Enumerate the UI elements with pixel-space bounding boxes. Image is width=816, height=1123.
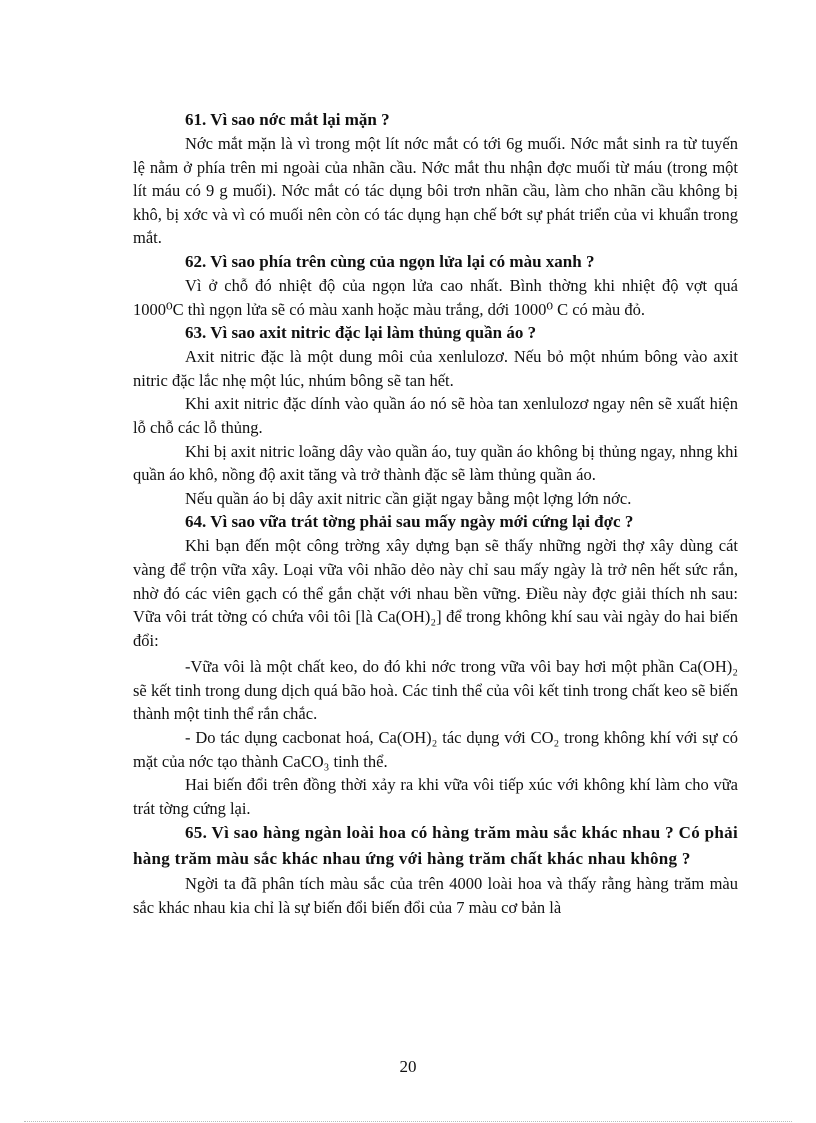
paragraph: - Do tác dụng cacbonat hoá, Ca(OH)₂ tác dụng với CO₂ trong không khí với sự có mặt của nớc tạo thành CaCO₃ tinh thể. xyxy=(133,728,738,771)
paragraph: Khi bị axit nitric loãng dây vào quần áo, tuy quần áo không bị thủng ngay, nhng khi quần áo khô, nồng độ axit tăng và trở thành đặc sẽ làm thủng quần áo. xyxy=(133,441,738,485)
paragraph: Hai biến đổi trên đồng thời xảy ra khi vữa vôi tiếp xúc với không khí làm cho vữa trát tờng cứng lại. xyxy=(133,775,738,818)
section-heading-65: 65. Vì sao hàng ngàn loài hoa có hàng trăm màu sắc khác nhau ? Có phải hàng trăm màu sắc khác nhau ứng với hàng trăm chất khác nhau không ? xyxy=(133,823,738,869)
paragraph: -Vữa vôi là một chất keo, do đó khi nớc trong vữa vôi bay hơi một phần Ca(OH)₂ sẽ kết tinh trong dung dịch quá bão hoà. Các tinh thể của vôi kết tinh trong chất keo sẽ biến thành một tinh thể rắn chắc. xyxy=(133,657,738,724)
page-divider xyxy=(24,1121,792,1122)
section-heading-64: 64. Vì sao vữa trát tờng phải sau mấy ngày mới cứng lại đợc ? xyxy=(185,512,634,532)
paragraph: Khi bạn đến một công trờng xây dựng bạn sẽ thấy những ngời thợ xây dùng cát vàng để trộn vữa xây. Loại vữa vôi nhão dẻo này chỉ sau mấy ngày là trở nên hết sức rắn, nhờ đó các viên gạch có thể gắn chặt với nhau bền vững. Điều này đợc giải thích nh sau: Vữa vôi trát tờng có chứa vôi tôi [là Ca(OH)₂] để trong không khí sau vài ngày do hai biến đổi: xyxy=(133,536,738,650)
paragraph: Khi axit nitric đặc dính vào quần áo nó sẽ hòa tan xenlulozơ ngay nên sẽ xuất hiện lỗ chỗ các lỗ thủng. xyxy=(133,394,738,437)
page-number: 20 xyxy=(399,1057,417,1076)
section-heading-62: 62. Vì sao phía trên cùng của ngọn lửa lại có màu xanh ? xyxy=(185,251,595,271)
section-heading-63: 63. Vì sao axit nitric đặc lại làm thủng quần áo ? xyxy=(185,323,537,343)
document-page xyxy=(133,108,738,920)
section-heading-61: 61. Vì sao nớc mắt lại mặn ? xyxy=(185,110,390,129)
paragraph: Vì ở chỗ đó nhiệt độ của ngọn lửa cao nhất. Bình thờng khi nhiệt độ vợt quá 1000⁰C thì ngọn lửa sẽ có màu xanh hoặc màu trắng, dới 1000⁰ C có màu đỏ. xyxy=(133,275,738,319)
paragraph: Ngời ta đã phân tích màu sắc của trên 4000 loài hoa và thấy rằng hàng trăm màu sắc khác nhau kia chỉ là sự biến đổi biến đổi của 7 màu cơ bản là xyxy=(133,874,738,918)
paragraph: Axit nitric đặc là một dung môi của xenlulozơ. Nếu bỏ một nhúm bông vào axit nitric đặc lắc nhẹ một lúc, nhúm bông sẽ tan hết. xyxy=(133,347,738,390)
paragraph: Nếu quần áo bị dây axit nitric cần giặt ngay bằng một lợng lớn nớc. xyxy=(185,488,632,508)
paragraph: Nớc mắt mặn là vì trong một lít nớc mắt có tới 6g muối. Nớc mắt sinh ra từ tuyến lệ nằm ở phía trên mi ngoài của nhãn cầu. Nớc mắt thu nhận đợc muối từ máu (trong một lít máu có 9 g muối). Nớc mắt có tác dụng bôi trơn nhãn cầu, làm cho nhãn cầu không bị khô, bị xớc và vì có muối nên còn có tác dụng hạn chế bớt sự phát triển của vi khuẩn trong mắt. xyxy=(133,134,738,248)
